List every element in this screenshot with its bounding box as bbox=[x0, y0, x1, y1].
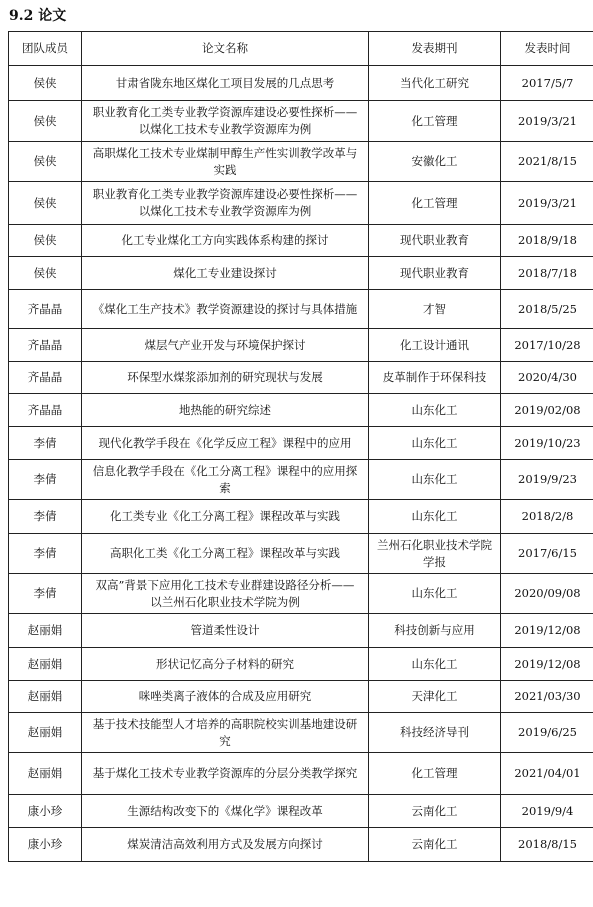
cell-date: 2021/8/15 bbox=[501, 142, 593, 182]
table-row bbox=[9, 460, 593, 500]
cell-member: 侯侠 bbox=[9, 225, 82, 257]
cell-member: 齐晶晶 bbox=[9, 329, 82, 362]
cell-member: 侯侠 bbox=[9, 66, 82, 101]
cell-journal: 才智 bbox=[369, 290, 501, 329]
section-title: 9.2 论文 bbox=[9, 8, 67, 24]
table-row bbox=[9, 500, 593, 534]
cell-date: 2018/2/8 bbox=[501, 500, 593, 534]
cell-journal: 云南化工 bbox=[369, 795, 501, 828]
table-row bbox=[9, 257, 593, 290]
cell-journal: 当代化工研究 bbox=[369, 66, 501, 101]
cell-date: 2019/10/23 bbox=[501, 427, 593, 460]
cell-member: 李倩 bbox=[9, 574, 82, 614]
cell-member: 康小珍 bbox=[9, 828, 82, 862]
header-journal: 发表期刊 bbox=[369, 32, 501, 66]
cell-date: 2017/6/15 bbox=[501, 534, 593, 574]
cell-title: 煤化工专业建设探讨 bbox=[82, 257, 369, 290]
cell-title: 职业教育化工类专业教学资源库建设必要性探析——以煤化工技术专业教学资源库为例 bbox=[82, 182, 369, 225]
cell-member: 侯侠 bbox=[9, 257, 82, 290]
cell-member: 李倩 bbox=[9, 500, 82, 534]
table-row bbox=[9, 574, 593, 614]
cell-date: 2019/6/25 bbox=[501, 713, 593, 753]
table-row bbox=[9, 290, 593, 329]
cell-title: 双高”背景下应用化工技术专业群建设路径分析——以兰州石化职业技术学院为例 bbox=[82, 574, 369, 614]
table-row bbox=[9, 329, 593, 362]
cell-title: 基于煤化工技术专业教学资源库的分层分类教学探究 bbox=[82, 753, 369, 795]
cell-member: 赵丽娟 bbox=[9, 681, 82, 713]
table-row bbox=[9, 66, 593, 101]
cell-journal: 化工管理 bbox=[369, 101, 501, 142]
cell-title: 《煤化工生产技术》教学资源建设的探讨与具体措施 bbox=[82, 290, 369, 329]
cell-member: 赵丽娟 bbox=[9, 614, 82, 648]
cell-journal: 山东化工 bbox=[369, 394, 501, 427]
cell-member: 赵丽娟 bbox=[9, 648, 82, 681]
cell-title: 现代化教学手段在《化学反应工程》课程中的应用 bbox=[82, 427, 369, 460]
cell-title: 高职化工类《化工分离工程》课程改革与实践 bbox=[82, 534, 369, 574]
cell-date: 2017/10/28 bbox=[501, 329, 593, 362]
cell-title: 信息化教学手段在《化工分离工程》课程中的应用探索 bbox=[82, 460, 369, 500]
cell-member: 赵丽娟 bbox=[9, 713, 82, 753]
table-row bbox=[9, 225, 593, 257]
cell-journal: 山东化工 bbox=[369, 500, 501, 534]
table-row bbox=[9, 681, 593, 713]
cell-date: 2019/3/21 bbox=[501, 182, 593, 225]
cell-member: 齐晶晶 bbox=[9, 290, 82, 329]
cell-title: 基于技术技能型人才培养的高职院校实训基地建设研究 bbox=[82, 713, 369, 753]
header-member: 团队成员 bbox=[9, 32, 82, 66]
cell-title: 咪唑类离子液体的合成及应用研究 bbox=[82, 681, 369, 713]
cell-journal: 化工管理 bbox=[369, 753, 501, 795]
cell-title: 地热能的研究综述 bbox=[82, 394, 369, 427]
table-row bbox=[9, 614, 593, 648]
cell-journal: 科技创新与应用 bbox=[369, 614, 501, 648]
cell-member: 李倩 bbox=[9, 460, 82, 500]
cell-journal: 化工设计通讯 bbox=[369, 329, 501, 362]
table-row bbox=[9, 753, 593, 795]
cell-title: 环保型水煤浆添加剂的研究现状与发展 bbox=[82, 362, 369, 394]
cell-journal: 科技经济导刊 bbox=[369, 713, 501, 753]
cell-journal: 云南化工 bbox=[369, 828, 501, 862]
cell-title: 化工类专业《化工分离工程》课程改革与实践 bbox=[82, 500, 369, 534]
cell-date: 2018/7/18 bbox=[501, 257, 593, 290]
cell-date: 2018/5/25 bbox=[501, 290, 593, 329]
table-row bbox=[9, 101, 593, 142]
cell-date: 2021/04/01 bbox=[501, 753, 593, 795]
cell-date: 2020/4/30 bbox=[501, 362, 593, 394]
cell-title: 管道柔性设计 bbox=[82, 614, 369, 648]
cell-member: 齐晶晶 bbox=[9, 394, 82, 427]
cell-journal: 皮革制作于环保科技 bbox=[369, 362, 501, 394]
cell-journal: 山东化工 bbox=[369, 574, 501, 614]
cell-date: 2019/12/08 bbox=[501, 614, 593, 648]
cell-member: 侯侠 bbox=[9, 182, 82, 225]
cell-member: 赵丽娟 bbox=[9, 753, 82, 795]
cell-member: 侯侠 bbox=[9, 142, 82, 182]
cell-date: 2018/8/15 bbox=[501, 828, 593, 862]
header-date: 发表时间 bbox=[501, 32, 593, 66]
table-row bbox=[9, 394, 593, 427]
cell-journal: 兰州石化职业技术学院学报 bbox=[369, 534, 501, 574]
cell-title: 煤层气产业开发与环境保护探讨 bbox=[82, 329, 369, 362]
cell-date: 2018/9/18 bbox=[501, 225, 593, 257]
table-row bbox=[9, 182, 593, 225]
cell-title: 生源结构改变下的《煤化学》课程改革 bbox=[82, 795, 369, 828]
cell-title: 化工专业煤化工方向实践体系构建的探讨 bbox=[82, 225, 369, 257]
table-row bbox=[9, 427, 593, 460]
papers-table bbox=[8, 31, 593, 862]
cell-date: 2020/09/08 bbox=[501, 574, 593, 614]
cell-member: 康小珍 bbox=[9, 795, 82, 828]
table-row bbox=[9, 362, 593, 394]
cell-member: 李倩 bbox=[9, 534, 82, 574]
cell-member: 侯侠 bbox=[9, 101, 82, 142]
cell-journal: 现代职业教育 bbox=[369, 257, 501, 290]
cell-date: 2021/03/30 bbox=[501, 681, 593, 713]
cell-journal: 安徽化工 bbox=[369, 142, 501, 182]
cell-title: 甘肃省陇东地区煤化工项目发展的几点思考 bbox=[82, 66, 369, 101]
table-row bbox=[9, 828, 593, 862]
cell-journal: 现代职业教育 bbox=[369, 225, 501, 257]
table-row bbox=[9, 142, 593, 182]
cell-journal: 山东化工 bbox=[369, 460, 501, 500]
cell-date: 2019/3/21 bbox=[501, 101, 593, 142]
cell-journal: 山东化工 bbox=[369, 427, 501, 460]
cell-date: 2019/12/08 bbox=[501, 648, 593, 681]
cell-member: 齐晶晶 bbox=[9, 362, 82, 394]
header-title: 论文名称 bbox=[82, 32, 369, 66]
table-row bbox=[9, 648, 593, 681]
cell-date: 2019/9/4 bbox=[501, 795, 593, 828]
table-row bbox=[9, 713, 593, 753]
cell-date: 2019/02/08 bbox=[501, 394, 593, 427]
cell-date: 2019/9/23 bbox=[501, 460, 593, 500]
cell-title: 煤炭清洁高效利用方式及发展方向探讨 bbox=[82, 828, 369, 862]
table-row bbox=[9, 534, 593, 574]
cell-journal: 山东化工 bbox=[369, 648, 501, 681]
cell-title: 职业教育化工类专业教学资源库建设必要性探析——以煤化工技术专业教学资源库为例 bbox=[82, 101, 369, 142]
cell-title: 形状记忆高分子材料的研究 bbox=[82, 648, 369, 681]
cell-member: 李倩 bbox=[9, 427, 82, 460]
cell-title: 高职煤化工技术专业煤制甲醇生产性实训教学改革与实践 bbox=[82, 142, 369, 182]
table-row bbox=[9, 795, 593, 828]
cell-date: 2017/5/7 bbox=[501, 66, 593, 101]
table-body bbox=[9, 66, 593, 862]
cell-journal: 化工管理 bbox=[369, 182, 501, 225]
table-header-row bbox=[9, 32, 593, 66]
cell-journal: 天津化工 bbox=[369, 681, 501, 713]
